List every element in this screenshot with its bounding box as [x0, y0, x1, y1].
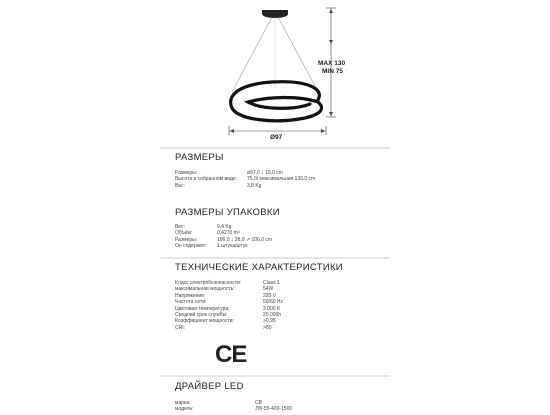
suspension-cable-right	[278, 17, 315, 86]
spec-value: CB	[255, 400, 262, 406]
dimensions-table	[175, 170, 315, 189]
spec-key: Он содержит:	[175, 243, 207, 250]
suspension-cable-left	[232, 17, 272, 92]
spec-value: 3,8 Kg	[247, 182, 262, 189]
spec-value: >0,95	[263, 318, 276, 325]
spec-value: Class 1	[263, 280, 280, 286]
spec-value: ø97,0 ↕ 19,0 cm	[247, 170, 283, 176]
packaging-table	[175, 224, 272, 250]
spec-key: Частота сети:	[175, 299, 207, 306]
section-divider	[160, 257, 390, 259]
diameter-label: Ø97	[270, 134, 283, 141]
spec-key: Средний срок службы:	[175, 312, 228, 319]
section-title-dimensions: РАЗМЕРЫ	[175, 152, 224, 163]
section-title-packaging: РАЗМЕРЫ УПАКОВКИ	[175, 207, 280, 218]
lamp-dimension-diagram	[0, 0, 550, 147]
spiral-lamp-body	[231, 82, 322, 121]
spec-value: 220 V	[263, 292, 277, 299]
spec-key: Высота в собранном виде:	[175, 176, 238, 183]
spec-key: Размеры:	[175, 170, 198, 176]
ce-mark-logo: CE	[215, 341, 247, 368]
spec-value: 106,0 ↕ 38,0 ↗ 106,0 cm	[217, 236, 273, 243]
section-divider	[160, 147, 390, 149]
spec-key: Вес:	[175, 224, 186, 230]
spec-key: Цветовая температура:	[175, 305, 230, 312]
spec-key: Коэффициент мощности:	[175, 318, 234, 325]
section-divider	[160, 375, 390, 377]
spec-row	[175, 406, 292, 412]
section-title-driver: ДРАЙВЕР LED	[175, 381, 244, 392]
height-label-min: MIN 75	[322, 68, 343, 75]
spec-key: Напряжение:	[175, 292, 206, 299]
spec-row	[175, 325, 283, 331]
spec-value: JW-55-400-1500	[255, 406, 293, 413]
spec-value: 50/60 Hz	[263, 299, 284, 306]
spec-key: Объём:	[175, 230, 193, 237]
spec-value: 1 штука/штук	[217, 243, 248, 250]
spec-value: 75,0/ максимальная 130,0 cm	[247, 176, 316, 183]
spec-value: 3.000 K	[263, 305, 281, 312]
spec-key: Класс электробезопасности:	[175, 280, 242, 286]
technical-table	[175, 280, 283, 331]
spec-key: модель:	[175, 406, 194, 413]
section-title-technical: ТЕХНИЧЕСКИЕ ХАРАКТЕРИСТИКИ	[175, 262, 343, 273]
spec-value: 9,4 Kg	[217, 224, 232, 230]
spec-value: 20.000h	[263, 312, 282, 319]
spec-value: 0,4270 m³	[217, 230, 240, 237]
driver-table	[175, 400, 292, 413]
spec-value: >80	[263, 324, 272, 331]
spec-key: марка:	[175, 400, 191, 406]
spec-key: максимальная мощность:	[175, 286, 235, 293]
spec-key: CRI:	[175, 324, 185, 331]
spec-key: Вес:	[175, 182, 186, 189]
spec-value: 54W	[263, 286, 274, 293]
spec-key: Размеры:	[175, 236, 198, 243]
spec-row	[175, 243, 272, 249]
height-label-max: MAX 130	[318, 60, 346, 67]
spec-row	[175, 183, 315, 189]
